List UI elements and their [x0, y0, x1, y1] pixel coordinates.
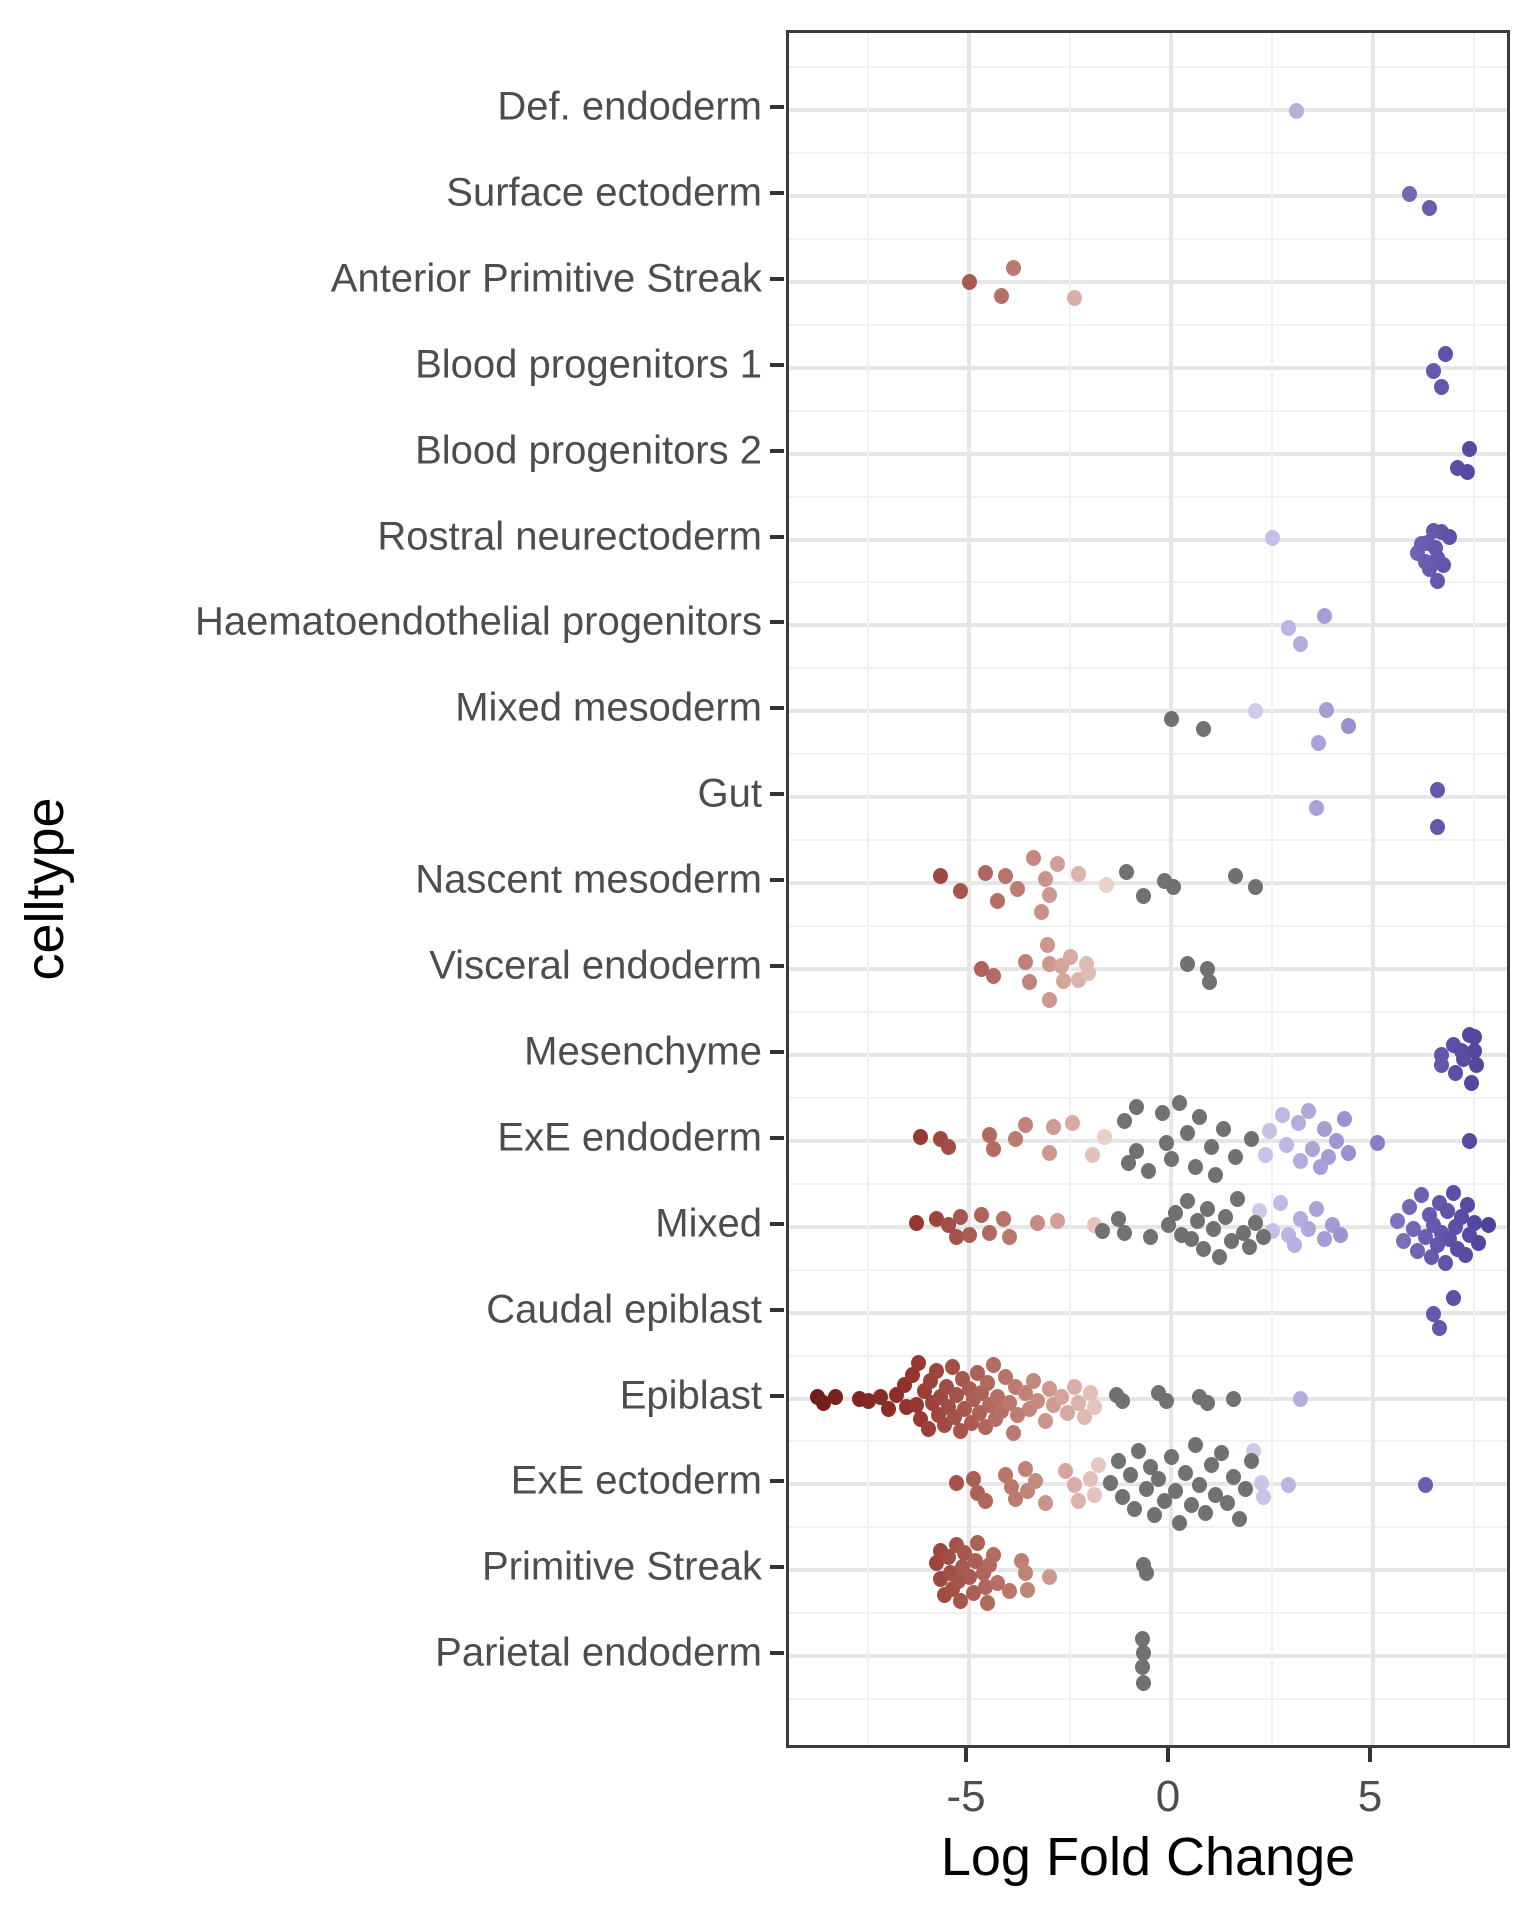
minor-gridline	[789, 1355, 1507, 1357]
data-point	[1440, 1203, 1455, 1219]
data-point	[1006, 260, 1021, 276]
data-point	[1038, 871, 1053, 887]
data-point-ns	[1095, 1223, 1110, 1239]
minor-gridline	[789, 1183, 1507, 1185]
data-point	[1081, 965, 1096, 981]
data-point-ns	[1218, 1209, 1233, 1225]
y-tick-label: Mesenchyme	[524, 1029, 762, 1074]
data-point	[1281, 620, 1296, 636]
minor-gridline	[789, 839, 1507, 841]
data-point	[1030, 1215, 1045, 1231]
y-tick-label: Nascent mesoderm	[415, 857, 762, 902]
y-tick-mark	[770, 1479, 784, 1483]
major-gridline	[789, 108, 1507, 112]
data-point-ns	[1192, 1477, 1207, 1493]
y-tick-label: Parietal endoderm	[435, 1630, 762, 1675]
data-point	[1262, 1123, 1277, 1139]
data-point-ns	[1180, 1193, 1195, 1209]
major-gridline	[789, 967, 1507, 971]
data-point	[1087, 1487, 1102, 1503]
y-axis-title: celltype	[15, 797, 75, 981]
x-tick-mark	[1166, 1748, 1170, 1762]
y-tick-label: ExE ectoderm	[510, 1458, 762, 1503]
data-point	[986, 1547, 1001, 1563]
y-tick-mark	[770, 1565, 784, 1569]
major-gridline	[789, 538, 1507, 542]
data-point	[980, 1375, 995, 1391]
y-tick-mark	[770, 191, 784, 195]
data-point	[1034, 904, 1049, 920]
data-point	[970, 1535, 985, 1551]
major-gridline	[789, 795, 1507, 799]
data-point	[1006, 1425, 1021, 1441]
data-point	[1410, 1243, 1425, 1259]
y-tick-label: Caudal epiblast	[486, 1287, 762, 1332]
data-point	[1442, 529, 1457, 545]
minor-gridline	[789, 667, 1507, 669]
data-point	[1289, 103, 1304, 119]
data-point	[1038, 1413, 1053, 1429]
minor-gridline	[789, 1612, 1507, 1614]
minor-gridline	[789, 1097, 1507, 1099]
y-tick-mark	[770, 1394, 784, 1398]
minor-gridline	[789, 152, 1507, 154]
x-tick-mark	[964, 1748, 968, 1762]
data-point	[828, 1389, 843, 1405]
data-point-ns	[1139, 1565, 1154, 1581]
major-gridline	[789, 1139, 1507, 1143]
data-point-ns	[1244, 1131, 1259, 1147]
data-point	[1293, 636, 1308, 652]
data-point	[1317, 1231, 1332, 1247]
minor-gridline	[1473, 33, 1475, 1745]
y-tick-label: Haematoendothelial progenitors	[194, 599, 762, 644]
y-tick-mark	[770, 1050, 784, 1054]
data-point-ns	[1184, 1497, 1199, 1513]
data-point	[1430, 782, 1445, 798]
data-point-ns	[1244, 1453, 1259, 1469]
data-point-ns	[1127, 1501, 1142, 1517]
major-gridline	[789, 366, 1507, 370]
data-point	[1341, 718, 1356, 734]
data-point	[1020, 1582, 1035, 1598]
y-tick-mark	[770, 792, 784, 796]
data-point	[1040, 937, 1055, 953]
data-point	[986, 968, 1001, 984]
data-point-ns	[1180, 956, 1195, 972]
data-point-ns	[1228, 868, 1243, 884]
y-tick-label: Rostral neurectoderm	[377, 514, 762, 558]
data-point	[1430, 573, 1445, 589]
y-tick-mark	[770, 535, 784, 539]
data-point-ns	[1220, 1495, 1235, 1511]
data-point	[1067, 1477, 1082, 1493]
data-point	[1065, 1115, 1080, 1131]
data-point	[1446, 1185, 1461, 1201]
data-point	[1430, 819, 1445, 835]
data-point	[1008, 1131, 1023, 1147]
data-point	[1026, 850, 1041, 866]
data-point-ns	[1214, 1445, 1229, 1461]
y-tick-label: Blood progenitors 1	[415, 342, 762, 387]
data-point	[998, 868, 1013, 884]
y-tick-mark	[770, 964, 784, 968]
data-point	[911, 1355, 926, 1371]
data-point	[1018, 1565, 1033, 1581]
data-point-ns	[1228, 1149, 1243, 1165]
data-point	[982, 1225, 997, 1241]
y-tick-label: Blood progenitors 2	[415, 428, 762, 473]
data-point	[1279, 1137, 1294, 1153]
y-tick-mark	[770, 1136, 784, 1140]
data-point	[1018, 954, 1033, 970]
data-point-ns	[1117, 1225, 1132, 1241]
data-point	[986, 1141, 1001, 1157]
data-point-ns	[1196, 1241, 1211, 1257]
data-point	[1448, 1065, 1463, 1081]
data-point	[1042, 992, 1057, 1008]
data-point	[1402, 1199, 1417, 1215]
y-tick-label: Mixed mesoderm	[455, 685, 762, 730]
data-point	[1481, 1217, 1496, 1233]
data-point	[962, 1227, 977, 1243]
data-point-ns	[1200, 1201, 1215, 1217]
data-point	[941, 1139, 956, 1155]
data-point	[1301, 1221, 1316, 1237]
data-point	[1265, 530, 1280, 546]
major-gridline	[789, 709, 1507, 713]
data-point	[1042, 1569, 1057, 1585]
data-point	[1042, 887, 1057, 903]
x-tick-label: 5	[1357, 1772, 1383, 1821]
data-point	[1046, 1119, 1061, 1135]
y-tick-label: Epiblast	[619, 1373, 762, 1417]
y-tick-label: Primitive Streak	[481, 1544, 762, 1589]
data-point	[1087, 1399, 1102, 1415]
minor-gridline	[789, 410, 1507, 412]
minor-gridline	[789, 66, 1507, 68]
major-gridline	[789, 1053, 1507, 1057]
data-point	[929, 1363, 944, 1379]
data-point	[1469, 1057, 1484, 1073]
data-point	[1434, 379, 1449, 395]
data-point	[1317, 608, 1332, 624]
data-point	[1038, 1495, 1053, 1511]
data-point-ns	[1192, 1109, 1207, 1125]
minor-gridline	[789, 581, 1507, 583]
data-point-ns	[1206, 1221, 1221, 1237]
data-point-ns	[1172, 1095, 1187, 1111]
data-point-ns	[1208, 1167, 1223, 1183]
data-point	[1067, 290, 1082, 306]
data-point	[1390, 1213, 1405, 1229]
data-point	[1305, 1141, 1320, 1157]
minor-gridline	[789, 1698, 1507, 1700]
data-point-ns	[1178, 1465, 1193, 1481]
data-point	[1309, 1201, 1324, 1217]
y-tick-mark	[770, 1308, 784, 1312]
data-point	[1085, 1147, 1100, 1163]
data-point-ns	[1168, 1483, 1183, 1499]
data-point-ns	[1226, 1469, 1241, 1485]
data-point	[1422, 200, 1437, 216]
major-gridline	[1371, 33, 1375, 1745]
y-tick-label: Def. endoderm	[497, 84, 762, 129]
data-point-ns	[1202, 974, 1217, 990]
data-point	[1030, 1393, 1045, 1409]
data-point-ns	[1164, 1151, 1179, 1167]
data-point	[1067, 1379, 1082, 1395]
data-point-ns	[1230, 1191, 1245, 1207]
major-gridline	[789, 452, 1507, 456]
data-point	[978, 1493, 993, 1509]
data-point	[1309, 800, 1324, 816]
data-point	[1436, 557, 1451, 573]
data-point	[1426, 363, 1441, 379]
data-point-ns	[1143, 1229, 1158, 1245]
data-point	[1091, 1457, 1106, 1473]
minor-gridline	[1271, 33, 1273, 1745]
y-tick-label: Surface ectoderm	[446, 170, 762, 215]
data-point-ns	[1141, 1163, 1156, 1179]
minor-gridline	[789, 1269, 1507, 1271]
x-tick-label: 0	[1155, 1772, 1181, 1821]
data-point	[962, 274, 977, 290]
major-gridline	[789, 623, 1507, 627]
data-point-ns	[1111, 1453, 1126, 1469]
minor-gridline	[789, 324, 1507, 326]
data-point-ns	[1256, 1229, 1271, 1245]
minor-gridline	[789, 238, 1507, 240]
data-point-ns	[1164, 711, 1179, 727]
plot-panel	[786, 30, 1510, 1748]
major-gridline	[789, 1311, 1507, 1315]
data-point	[1002, 1583, 1017, 1599]
y-tick-label: ExE endoderm	[497, 1115, 762, 1160]
y-tick-label: Mixed	[655, 1201, 762, 1246]
data-point	[1056, 973, 1071, 989]
data-point	[1097, 1129, 1112, 1145]
y-tick-mark	[770, 363, 784, 367]
y-tick-mark	[770, 1222, 784, 1226]
data-point-ns	[1172, 1515, 1187, 1531]
data-point	[1333, 1227, 1348, 1243]
data-point-ns	[1188, 1159, 1203, 1175]
data-point-ns	[1232, 1511, 1247, 1527]
data-point-ns	[1131, 1443, 1146, 1459]
data-point	[1464, 1075, 1479, 1091]
data-point	[1341, 1145, 1356, 1161]
data-point	[994, 288, 1009, 304]
data-point	[1293, 1391, 1308, 1407]
data-point-ns	[1115, 1393, 1130, 1409]
data-point	[1471, 1235, 1486, 1251]
data-point	[881, 1401, 896, 1417]
data-point	[1063, 949, 1078, 965]
data-point	[1281, 1477, 1296, 1493]
data-point	[1018, 1117, 1033, 1133]
data-point	[1414, 1187, 1429, 1203]
data-point	[1293, 1153, 1308, 1169]
data-point-ns	[1166, 879, 1181, 895]
data-point	[1311, 735, 1326, 751]
data-point-ns	[1226, 1391, 1241, 1407]
y-tick-mark	[770, 620, 784, 624]
data-point	[1458, 1247, 1473, 1263]
data-point	[1273, 1195, 1288, 1211]
data-point-ns	[1188, 1437, 1203, 1453]
data-point-ns	[1248, 879, 1263, 895]
y-tick-mark	[770, 277, 784, 281]
data-point-ns	[1119, 864, 1134, 880]
y-tick-label: Anterior Primitive Streak	[330, 256, 762, 301]
data-point	[1319, 702, 1334, 718]
minor-gridline	[789, 925, 1507, 927]
minor-gridline	[789, 1440, 1507, 1442]
y-tick-label: Gut	[697, 771, 762, 816]
data-point-ns	[1204, 1139, 1219, 1155]
data-point	[974, 1207, 989, 1223]
data-point	[996, 1211, 1011, 1227]
y-tick-mark	[770, 449, 784, 453]
data-point	[1010, 881, 1025, 897]
minor-gridline	[867, 33, 869, 1745]
data-point	[1022, 974, 1037, 990]
data-point-ns	[1115, 1489, 1130, 1505]
data-point	[1256, 1489, 1271, 1505]
data-point	[1083, 1471, 1098, 1487]
data-point	[1002, 1229, 1017, 1245]
data-point	[1467, 1215, 1482, 1231]
x-tick-label: -5	[946, 1772, 986, 1821]
data-point-ns	[1168, 1205, 1183, 1221]
data-point-ns	[1200, 1395, 1215, 1411]
minor-gridline	[789, 1011, 1507, 1013]
y-tick-mark	[770, 105, 784, 109]
data-point	[1054, 1389, 1069, 1405]
data-point-ns	[1129, 1099, 1144, 1115]
data-point	[1321, 1149, 1336, 1165]
data-point	[1050, 856, 1065, 872]
data-point	[1432, 1320, 1447, 1336]
data-point	[1370, 1135, 1385, 1151]
data-point	[953, 883, 968, 899]
y-tick-mark	[770, 878, 784, 882]
minor-gridline	[789, 1526, 1507, 1528]
y-tick-label: Visceral endoderm	[429, 943, 762, 988]
data-point-ns	[1180, 1125, 1195, 1141]
data-point	[949, 1475, 964, 1491]
data-point-ns	[1164, 1449, 1179, 1465]
data-point	[933, 868, 948, 884]
data-point-ns	[1123, 1467, 1138, 1483]
data-point	[909, 1215, 924, 1231]
minor-gridline	[789, 753, 1507, 755]
data-point-ns	[1238, 1481, 1253, 1497]
x-tick-mark	[1368, 1748, 1372, 1762]
data-point	[1434, 1057, 1449, 1073]
data-point	[1301, 1103, 1316, 1119]
x-axis-title: Log Fold Change	[940, 1827, 1356, 1887]
data-point	[962, 1569, 977, 1585]
data-point	[1099, 877, 1114, 893]
data-point-ns	[1198, 1505, 1213, 1521]
y-tick-mark	[770, 706, 784, 710]
data-point-ns	[1212, 1249, 1227, 1265]
major-gridline	[789, 280, 1507, 284]
data-point-ns	[1121, 1155, 1136, 1171]
data-point	[978, 865, 993, 881]
data-point	[1337, 1111, 1352, 1127]
data-point-ns	[1117, 1113, 1132, 1129]
data-point	[1402, 186, 1417, 202]
data-point	[1042, 1145, 1057, 1161]
data-point	[1071, 866, 1086, 882]
data-point	[1026, 1373, 1041, 1389]
data-point	[986, 1357, 1001, 1373]
data-point-ns	[1135, 1659, 1150, 1675]
data-point-ns	[1136, 888, 1151, 904]
data-point	[1275, 1107, 1290, 1123]
data-point-ns	[1216, 1121, 1231, 1137]
data-point-ns	[1242, 1239, 1257, 1255]
major-gridline	[789, 881, 1507, 885]
data-point-ns	[1136, 1675, 1151, 1691]
data-point-ns	[1196, 721, 1211, 737]
data-point	[980, 1595, 995, 1611]
major-gridline	[789, 194, 1507, 198]
data-point-ns	[1103, 1475, 1118, 1491]
y-tick-mark	[770, 1651, 784, 1655]
data-point	[1462, 1133, 1477, 1149]
data-point	[1028, 1473, 1043, 1489]
data-point	[1287, 1237, 1302, 1253]
data-point	[1071, 1493, 1086, 1509]
data-point	[1418, 1477, 1433, 1493]
data-point	[913, 1129, 928, 1145]
data-point-ns	[1147, 1507, 1162, 1523]
data-point	[921, 1421, 936, 1437]
minor-gridline	[789, 496, 1507, 498]
data-point	[990, 893, 1005, 909]
data-point	[1438, 346, 1453, 362]
data-point	[1248, 703, 1263, 719]
data-point	[1446, 1290, 1461, 1306]
